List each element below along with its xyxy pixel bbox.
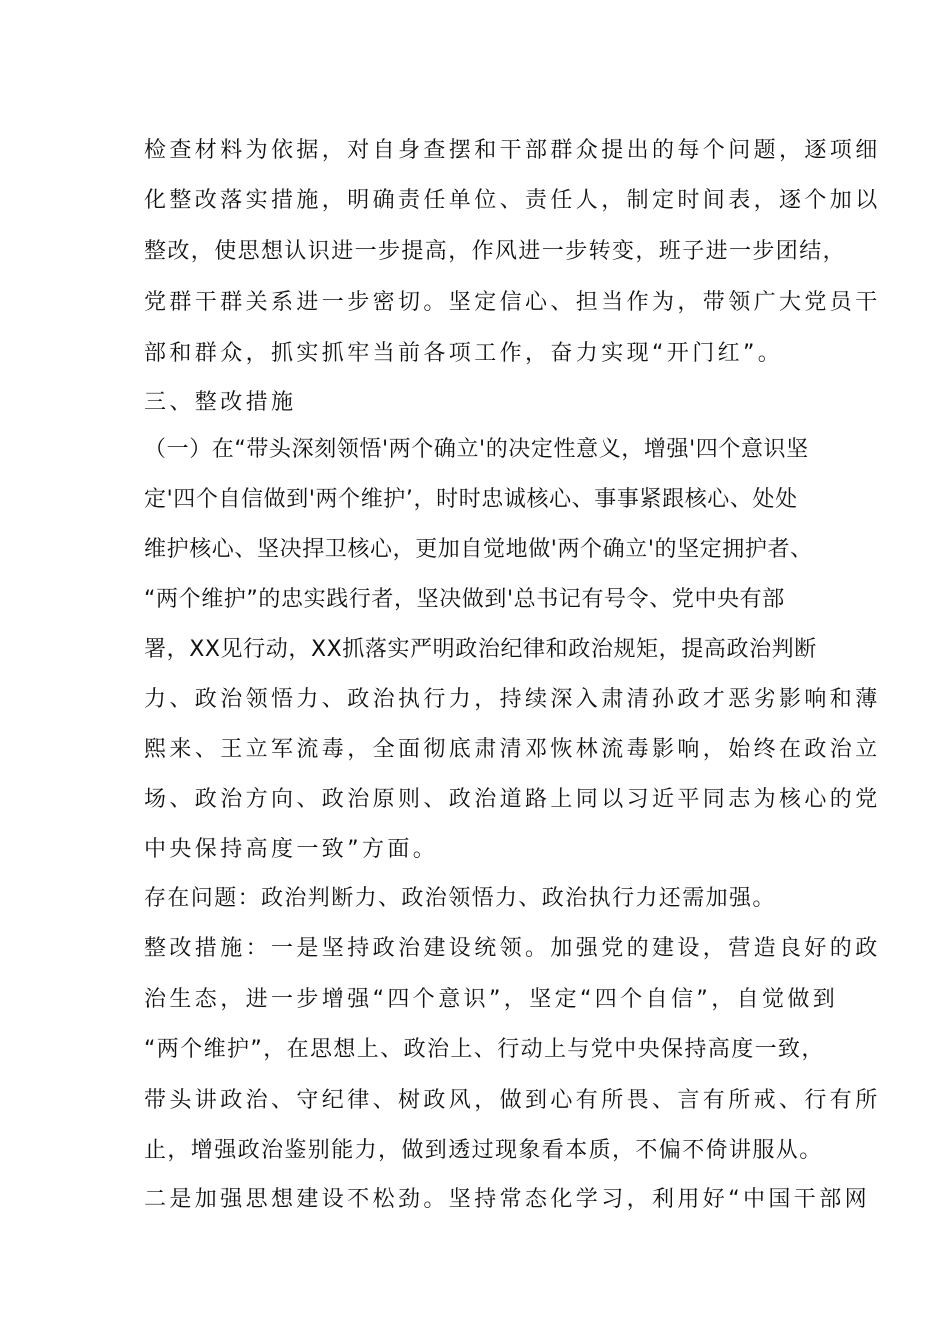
body-text-line: 止，增强政治鉴别能力，做到透过现象看本质，不偏不倚讲服从。 bbox=[144, 1138, 823, 1163]
body-text-line: 检查材料为依据，对自身查摆和干部群众提出的每个问题，逐项细 bbox=[144, 138, 881, 163]
body-text-line: 力、政治领悟力、政治执行力，持续深入肃清孙政才恶劣影响和薄 bbox=[144, 687, 881, 712]
body-text-line: 二是加强思想建设不松劲。坚持常态化学习，利用好“中国干部网 bbox=[144, 1187, 870, 1212]
body-text-line: 部和群众，抓实抓牢当前各项工作，奋力实现“开门红”。 bbox=[144, 341, 784, 366]
section-heading: 三、整改措施 bbox=[144, 390, 297, 415]
body-text-line: 熙来、王立军流毒，全面彻底肃清邓恢林流毒影响，始终在政治立 bbox=[144, 737, 881, 762]
body-text-line: 党群干群关系进一步密切。坚定信心、担当作为，带领广大党员干 bbox=[144, 290, 881, 315]
body-text-line: 署，XX见行动，XX抓落实严明政治纪律和政治规矩，提高政治判断 bbox=[144, 637, 817, 662]
body-text-line: 化整改落实措施，明确责任单位、责任人，制定时间表，逐个加以 bbox=[144, 188, 881, 213]
body-text-line: “两个维护”的忠实践行者，坚决做到'总书记有号令、党中央有部 bbox=[144, 587, 785, 612]
body-text-line: 存在问题：政治判断力、政治领悟力、政治执行力还需加强。 bbox=[144, 886, 776, 911]
body-text-line: 治生态，进一步增强“四个意识”，坚定“四个自信”，自觉做到 bbox=[144, 987, 839, 1012]
body-text-line: 整改，使思想认识进一步提高，作风进一步转变，班子进一步团结， bbox=[144, 239, 847, 264]
body-text-line: “两个维护”，在思想上、政治上、行动上与党中央保持高度一致， bbox=[144, 1037, 825, 1062]
body-text-line: （一）在“带头深刻领悟'两个确立'的决定性意义，增强'四个意识坚 bbox=[144, 437, 809, 462]
body-text-line: 场、政治方向、政治原则、政治道路上同以习近平同志为核心的党 bbox=[144, 787, 881, 812]
body-text-line: 带头讲政治、守纪律、树政风，做到心有所畏、言有所戒、行有所 bbox=[144, 1088, 881, 1113]
body-text-line: 维护核心、坚决捍卫核心，更加自觉地做'两个确立'的坚定拥护者、 bbox=[144, 537, 813, 562]
body-text-line: 整改措施：一是坚持政治建设统领。加强党的建设，营造良好的政 bbox=[144, 936, 881, 961]
body-text-line: 中央保持高度一致”方面。 bbox=[144, 837, 439, 862]
body-text-line: 定'四个自信做到'两个维护’，时时忠诚核心、事事紧跟核心、处处 bbox=[144, 487, 798, 512]
